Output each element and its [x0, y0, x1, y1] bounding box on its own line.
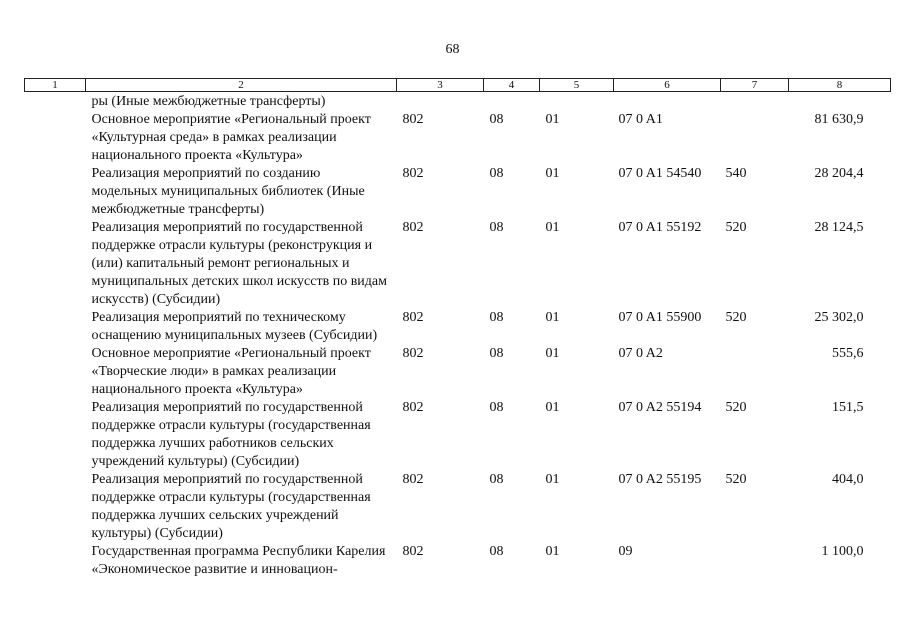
cell-sum: 81 630,9	[814, 112, 864, 127]
cell-csr: 07 0 A1	[618, 112, 663, 127]
column-header-6: 6	[614, 79, 721, 92]
cell-sum: 28 204,4	[814, 166, 864, 181]
cell-razd	[484, 92, 540, 112]
cell-sub: 01	[545, 220, 560, 235]
cell-razd: 08	[489, 346, 504, 361]
column-header-2: 2	[86, 79, 397, 92]
cell-razd: 08	[489, 112, 504, 127]
cell-csr: 07 0 A2 55195	[618, 472, 702, 487]
cell-name: Реализация мероприятий по государственной поддержке отрасли культуры (государственная поддержка лучших работников сельских учреждений культуры) (Субсидии)	[91, 400, 371, 469]
cell-name: Государственная программа Республики Карелия «Экономическое развитие и инновацион-	[91, 544, 386, 577]
cell-ved: 802	[402, 400, 424, 415]
cell-ved: 802	[402, 544, 424, 559]
cell-razd: 08	[489, 166, 504, 181]
table-row	[25, 309, 891, 345]
cell-sub: 01	[545, 310, 560, 325]
cell-name: Реализация мероприятий по техническому оснащению муниципальных музеев (Субсидии)	[91, 310, 378, 343]
cell-name: Основное мероприятие «Региональный проект «Творческие люди» в рамках реализации национального проекта «Культура»	[91, 346, 371, 397]
cell-sum: 555,6	[832, 346, 864, 361]
cell-name: Реализация мероприятий по государственной поддержке отрасли культуры (реконструкция и (или) капитальный ремонт региональных и муниципальных детских школ искусств по видам искусств) (Субсидии)	[91, 220, 387, 307]
cell-sum: 404,0	[832, 472, 864, 487]
cell-sum	[789, 92, 891, 112]
cell-sub: 01	[545, 166, 560, 181]
cell-blank	[25, 309, 86, 345]
cell-csr	[614, 92, 721, 112]
cell-blank	[25, 219, 86, 309]
cell-razd: 08	[489, 220, 504, 235]
cell-sum: 1 100,0	[821, 544, 864, 559]
cell-sub: 01	[545, 400, 560, 415]
column-header-1: 1	[25, 79, 86, 92]
cell-blank	[25, 111, 86, 165]
cell-sub: 01	[545, 544, 560, 559]
cell-sub: 01	[545, 112, 560, 127]
cell-sub: 01	[545, 472, 560, 487]
table-row	[25, 165, 891, 219]
table-row	[25, 92, 891, 112]
cell-csr: 07 0 A2 55194	[618, 400, 702, 415]
cell-razd: 08	[489, 310, 504, 325]
column-header-4: 4	[484, 79, 540, 92]
cell-ved: 802	[402, 166, 424, 181]
cell-ved: 802	[402, 472, 424, 487]
cell-vr	[721, 111, 789, 165]
cell-vr	[721, 345, 789, 399]
cell-ved	[397, 92, 484, 112]
cell-vr: 520	[725, 310, 747, 325]
cell-vr	[721, 92, 789, 112]
cell-vr: 540	[725, 166, 747, 181]
table-row	[25, 543, 891, 579]
cell-vr: 520	[725, 472, 747, 487]
cell-csr: 07 0 A1 55900	[618, 310, 702, 325]
cell-sub	[540, 92, 614, 112]
cell-sub: 01	[545, 346, 560, 361]
column-header-7: 7	[721, 79, 789, 92]
cell-blank	[25, 543, 86, 579]
table-row	[25, 471, 891, 543]
table-row	[25, 399, 891, 471]
cell-razd: 08	[489, 472, 504, 487]
cell-blank	[25, 165, 86, 219]
cell-name: Реализация мероприятий по государственной поддержке отрасли культуры (государственная поддержка лучших сельских учреждений культуры) (Субсидии)	[91, 472, 371, 541]
table-row	[25, 111, 891, 165]
cell-sum: 151,5	[832, 400, 864, 415]
column-header-5: 5	[540, 79, 614, 92]
table-row	[25, 219, 891, 309]
cell-csr: 07 0 A1 54540	[618, 166, 702, 181]
cell-csr: 07 0 A2	[618, 346, 663, 361]
table-row	[25, 345, 891, 399]
cell-name: Реализация мероприятий по созданию модельных муниципальных библиотек (Иные межбюджетные трансферты)	[91, 166, 365, 217]
cell-ved: 802	[402, 346, 424, 361]
cell-name: Основное мероприятие «Региональный проект «Культурная среда» в рамках реализации национального проекта «Культура»	[91, 112, 371, 163]
cell-csr: 09	[618, 544, 633, 559]
cell-blank	[25, 92, 86, 112]
cell-blank	[25, 345, 86, 399]
cell-vr	[721, 543, 789, 579]
cell-razd: 08	[489, 400, 504, 415]
cell-ved: 802	[402, 220, 424, 235]
cell-sum: 28 124,5	[814, 220, 864, 235]
column-header-3: 3	[397, 79, 484, 92]
cell-vr: 520	[725, 400, 747, 415]
cell-blank	[25, 471, 86, 543]
cell-ved: 802	[402, 310, 424, 325]
cell-ved: 802	[402, 112, 424, 127]
cell-vr: 520	[725, 220, 747, 235]
page-number: 68	[445, 42, 460, 57]
cell-csr: 07 0 A1 55192	[618, 220, 702, 235]
column-header-8: 8	[789, 79, 891, 92]
column-number-row	[25, 79, 891, 92]
cell-razd: 08	[489, 544, 504, 559]
cell-blank	[25, 399, 86, 471]
budget-table	[24, 78, 891, 579]
cell-sum: 25 302,0	[814, 310, 864, 325]
cell-name: ры (Иные межбюджетные трансферты)	[91, 94, 326, 109]
